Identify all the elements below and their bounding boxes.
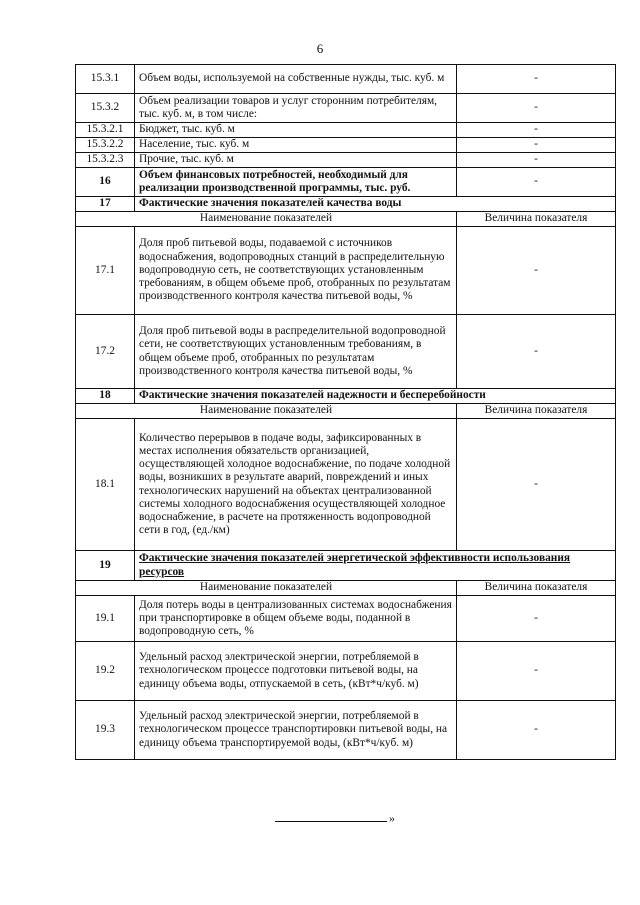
row-number: 15.3.2.2 <box>76 138 135 153</box>
row-value: - <box>457 123 616 138</box>
indicators-table <box>75 64 616 760</box>
table-row <box>76 642 616 701</box>
row-number: 17.2 <box>76 315 135 389</box>
signature-line <box>275 820 387 822</box>
row-text: Объем финансовых потребностей, необходимый для реализации производственной программы, тыс. руб. <box>135 168 457 197</box>
section-heading-row <box>76 197 616 212</box>
section-title: Фактические значения показателей энергетической эффективности использования ресурсов <box>135 551 616 581</box>
row-text: Доля проб питьевой воды, подаваемой с источников водоснабжения, водопроводных станций в распределительную водопроводную сеть, не соответствующих установленным требованиям, в общем объеме проб, отобранных по результатам производственного контроля качества питьевой воды, % <box>135 227 457 315</box>
column-header-value: Величина показателя <box>457 212 616 227</box>
row-number: 19.1 <box>76 596 135 642</box>
section-number: 19 <box>76 551 135 581</box>
row-text: Прочие, тыс. куб. м <box>135 153 457 168</box>
column-header-name: Наименование показателей <box>76 212 457 227</box>
row-text: Количество перерывов в подаче воды, зафиксированных в местах исполнения обязательств организацией, осуществляющей холодное водоснабжение, по подаче холодной воды, возникших в результате аварий, повреждений и иных технологических нарушений на объектах централизованной системы холодного водоснабжения осуществляющей холодное водоснабжение, в расчете на протяженность водопроводной сети в год, (ед./км) <box>135 419 457 551</box>
table-row <box>76 419 616 551</box>
table-row <box>76 315 616 389</box>
row-text: Бюджет, тыс. куб. м <box>135 123 457 138</box>
row-value: - <box>457 315 616 389</box>
row-number: 15.3.2.1 <box>76 123 135 138</box>
row-number: 15.3.1 <box>76 65 135 94</box>
table-row <box>76 153 616 168</box>
row-text: Доля проб питьевой воды в распределительной водопроводной сети, не соответствующих установленным требованиям, в общем объеме проб, отобранных по результатам производственного контроля качества питьевой воды, % <box>135 315 457 389</box>
row-number: 16 <box>76 168 135 197</box>
row-number: 18.1 <box>76 419 135 551</box>
row-value: - <box>457 168 616 197</box>
row-value: - <box>457 419 616 551</box>
row-number: 15.3.2.3 <box>76 153 135 168</box>
table-row <box>76 227 616 315</box>
row-number: 15.3.2 <box>76 94 135 123</box>
row-value: - <box>457 642 616 701</box>
column-header-row <box>76 581 616 596</box>
row-text: Удельный расход электрической энергии, потребляемой в технологическом процессе транспортировки питьевой воды, на единицу объема транспортируемой воды, (кВт*ч/куб. м) <box>135 701 457 760</box>
section-number: 17 <box>76 197 135 212</box>
row-value: - <box>457 65 616 94</box>
row-text: Объем воды, используемой на собственные нужды, тыс. куб. м <box>135 65 457 94</box>
section-title: Фактические значения показателей качества воды <box>135 197 616 212</box>
row-number: 19.3 <box>76 701 135 760</box>
table-row <box>76 94 616 123</box>
column-header-value: Величина показателя <box>457 581 616 596</box>
column-header-row <box>76 212 616 227</box>
row-text: Доля потерь воды в централизованных системах водоснабжения при транспортировке в общем объеме воды, поданной в водопроводную сеть, % <box>135 596 457 642</box>
row-number: 19.2 <box>76 642 135 701</box>
section-number: 18 <box>76 389 135 404</box>
row-number: 17.1 <box>76 227 135 315</box>
closing-quote: » <box>389 811 395 825</box>
row-text: Удельный расход электрической энергии, потребляемой в технологическом процессе подготовки питьевой воды, на единицу объема воды, отпускаемой в сеть, (кВт*ч/куб. м) <box>135 642 457 701</box>
section-heading-row <box>76 551 616 581</box>
row-value: - <box>457 701 616 760</box>
table-row <box>76 65 616 94</box>
section-title: Фактические значения показателей надежности и бесперебойности <box>135 389 616 404</box>
column-header-row <box>76 404 616 419</box>
section-heading-row <box>76 389 616 404</box>
column-header-name: Наименование показателей <box>76 404 457 419</box>
table-row <box>76 138 616 153</box>
row-value: - <box>457 596 616 642</box>
table-row <box>76 123 616 138</box>
row-text: Население, тыс. куб. м <box>135 138 457 153</box>
row-value: - <box>457 153 616 168</box>
row-text: Объем реализации товаров и услуг сторонним потребителям, тыс. куб. м, в том числе: <box>135 94 457 123</box>
row-value: - <box>457 227 616 315</box>
table-row <box>76 701 616 760</box>
row-value: - <box>457 94 616 123</box>
column-header-name: Наименование показателей <box>76 581 457 596</box>
page-number: 6 <box>316 41 324 56</box>
table-row <box>76 596 616 642</box>
column-header-value: Величина показателя <box>457 404 616 419</box>
row-value: - <box>457 138 616 153</box>
table-row <box>76 168 616 197</box>
